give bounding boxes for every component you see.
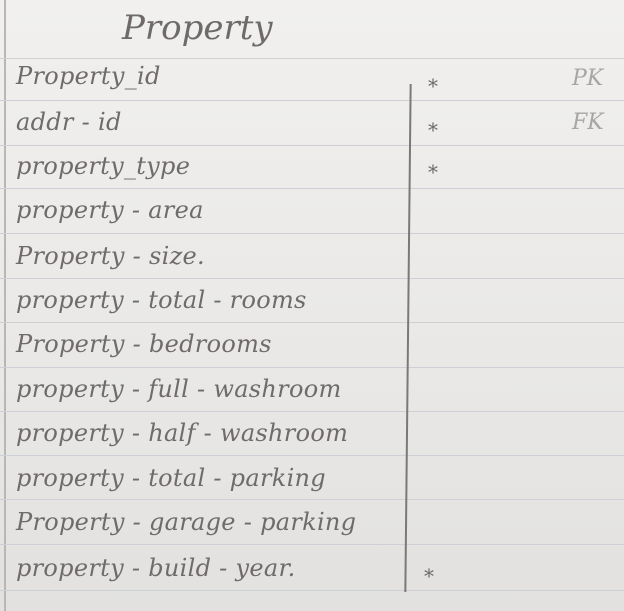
ruled-line: [0, 233, 624, 234]
ruled-line: [0, 590, 624, 591]
ruled-line: [0, 411, 624, 412]
attribute-property-size: Property - size.: [16, 242, 205, 270]
entity-title: Property: [122, 8, 273, 48]
ruled-line: [0, 499, 624, 500]
ruled-line: [0, 322, 624, 323]
ruled-line: [0, 367, 624, 368]
attribute-property-build-year: property - build - year.: [16, 554, 296, 582]
attribute-property-half-washroom: property - half - washroom: [16, 419, 349, 447]
foreign-key-label: FK: [572, 110, 604, 135]
required-mark: *: [428, 160, 438, 184]
attribute-property-bedrooms: Property - bedrooms: [16, 330, 272, 358]
ruled-line: [0, 58, 624, 59]
required-mark: *: [424, 564, 434, 588]
primary-key-label: PK: [572, 66, 604, 91]
ruled-line: [0, 100, 624, 101]
ruled-line: [0, 188, 624, 189]
attribute-property-total-parking: property - total - parking: [16, 464, 326, 492]
attribute-property-total-rooms: property - total - rooms: [16, 286, 307, 314]
attribute-property-type: property_type: [16, 152, 191, 180]
ruled-line: [0, 278, 624, 279]
attribute-property-full-washroom: property - full - washroom: [16, 375, 342, 403]
column-divider: [404, 84, 411, 592]
attribute-property-garage-parking: Property - garage - parking: [16, 508, 357, 536]
ruled-line: [0, 145, 624, 146]
ruled-line: [0, 544, 624, 545]
page-margin-line: [4, 0, 6, 611]
required-mark: *: [428, 118, 438, 142]
ruled-line: [0, 455, 624, 456]
attribute-property-id: Property_id: [16, 62, 161, 90]
required-mark: *: [428, 74, 438, 98]
attribute-addr-id: addr - id: [16, 108, 122, 136]
attribute-property-area: property - area: [16, 196, 204, 224]
